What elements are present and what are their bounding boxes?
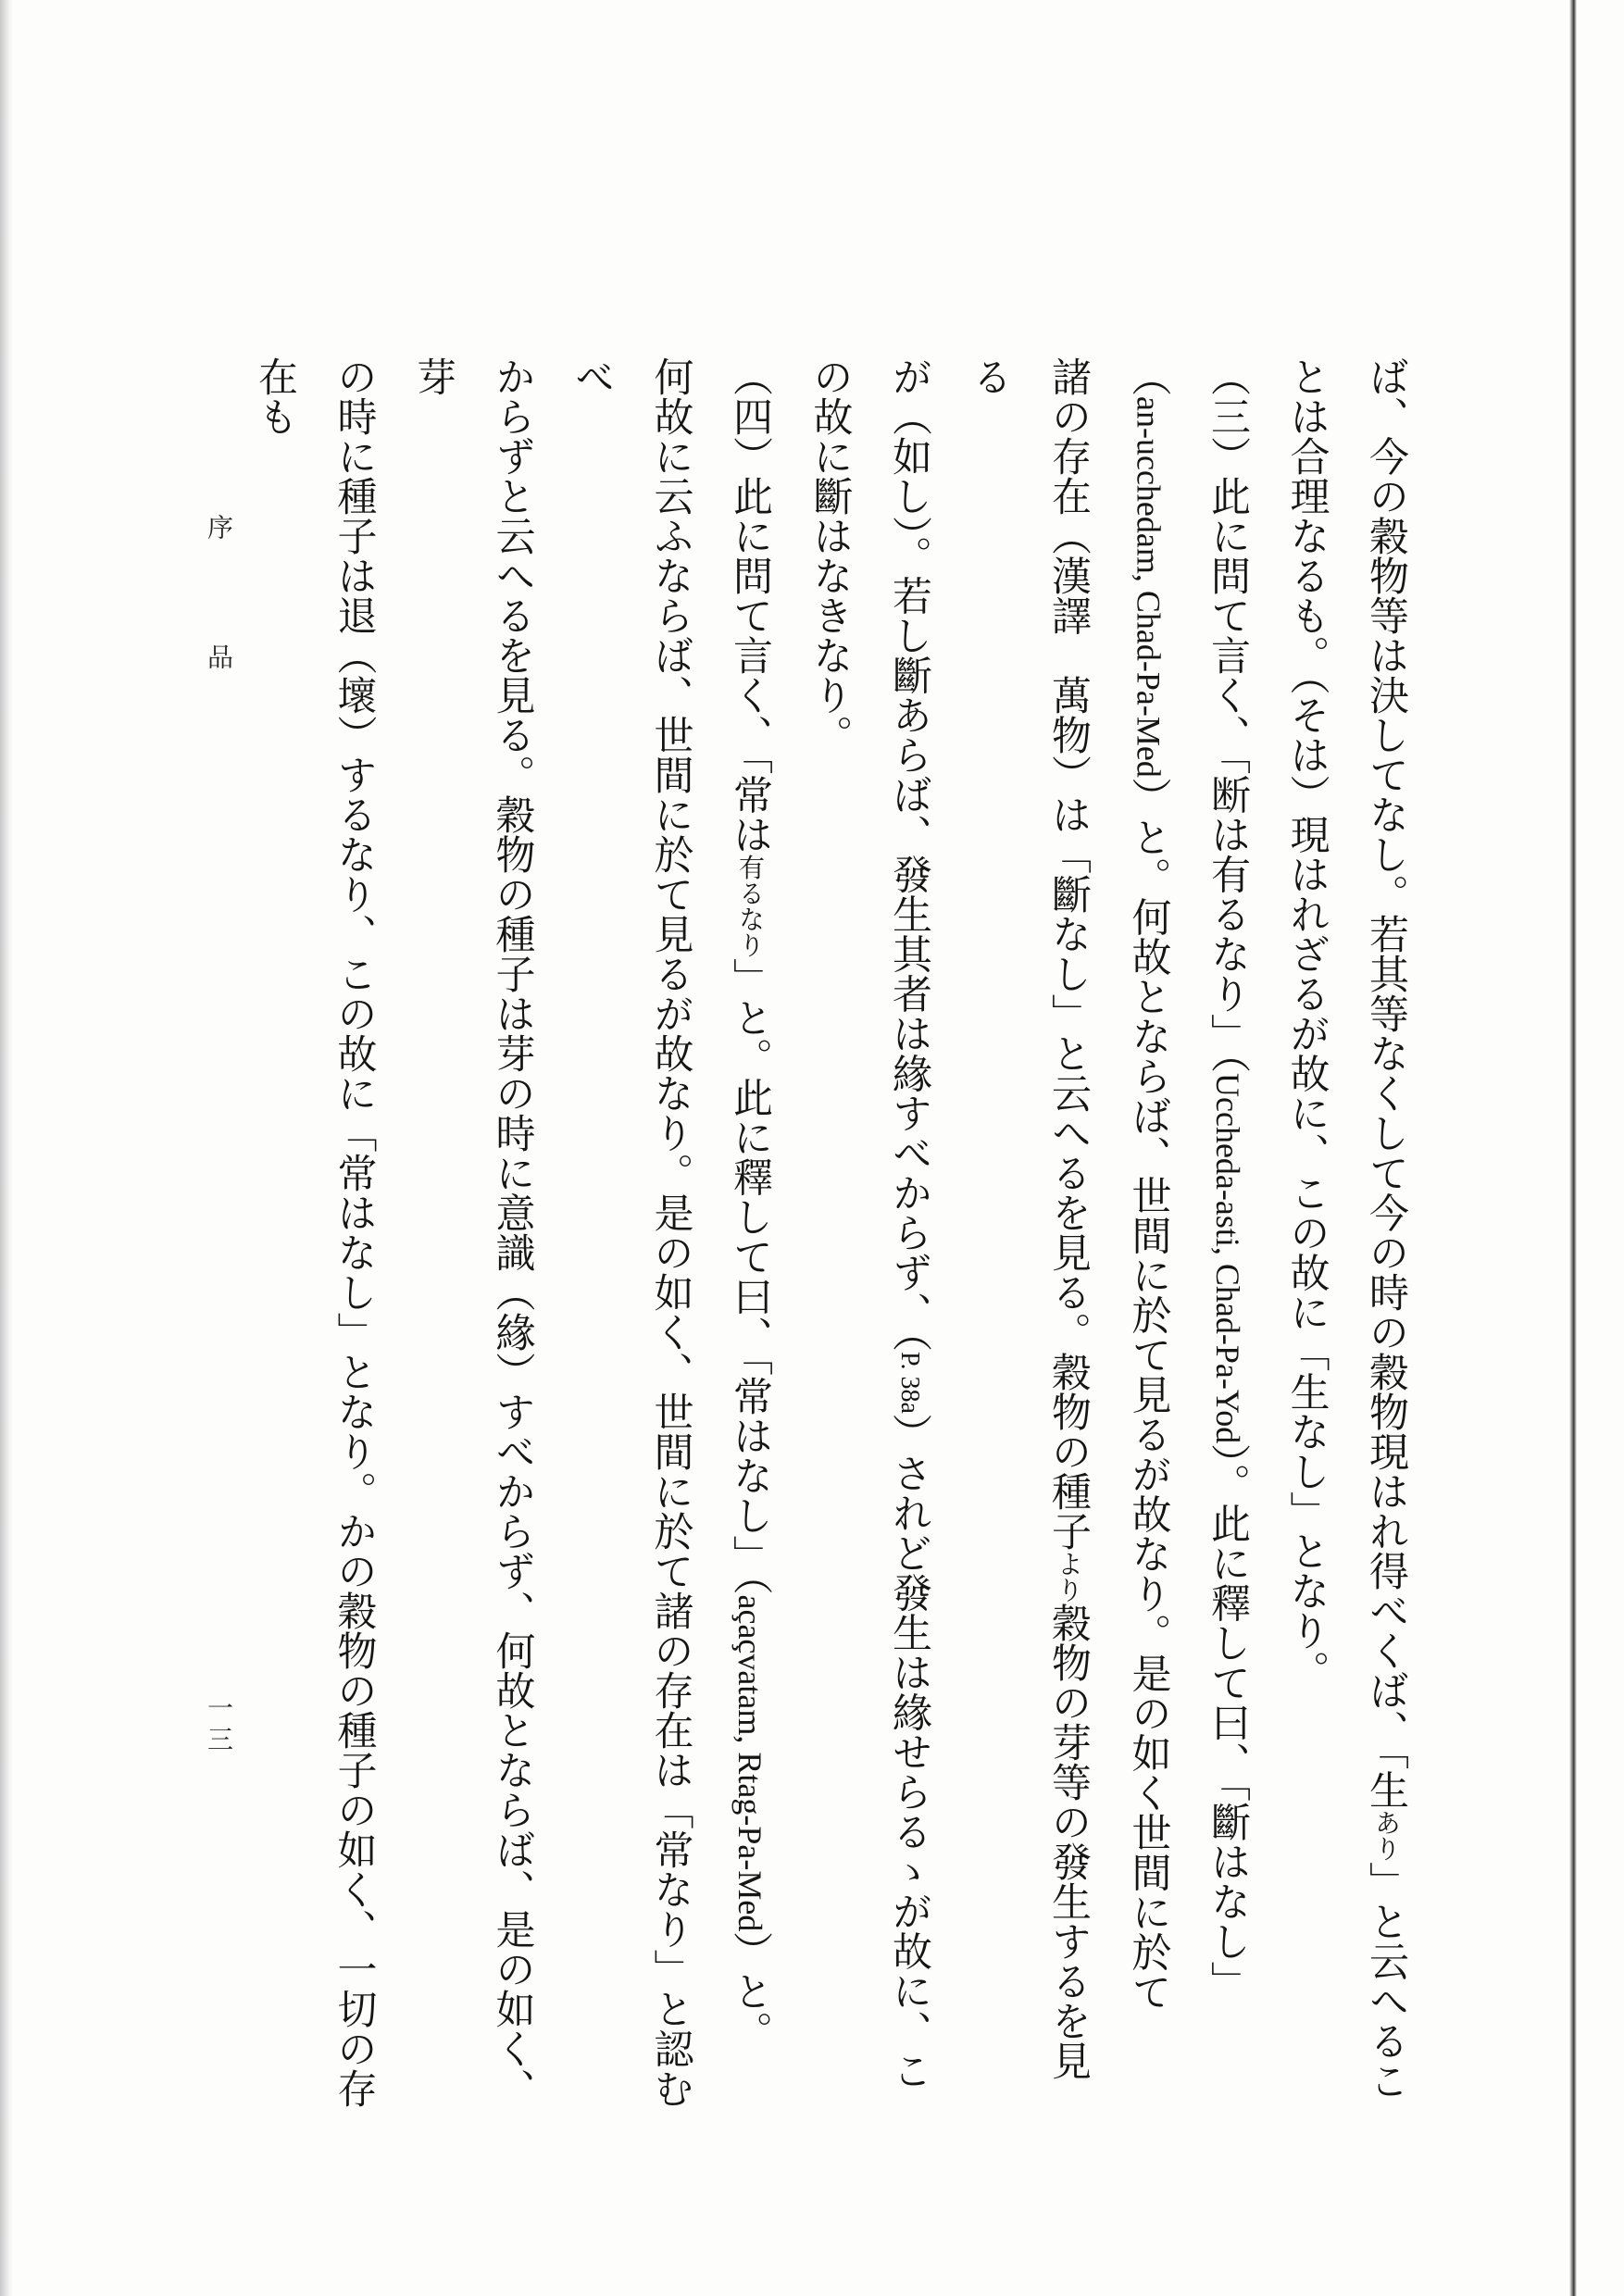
- text-line: [1267, 356, 1346, 2115]
- text-line: [552, 356, 710, 2115]
- text-run: ば、今の穀物等は決してなし。若其等なくして今の時の穀物現はれ得べくば、「生: [1363, 356, 1409, 1810]
- text-run: 何故に云ふならば、世間に於て見るが故なり。是の如く、世間に於て諸の存在は「常なり」と認むべ: [568, 356, 694, 2108]
- text-line: [949, 356, 1108, 2115]
- text-run: からずと云へるを見る。穀物の種子は芽の時に意識（緣）すべからず、何故とならば、是の如く、芽: [410, 356, 536, 2108]
- text-line: [790, 356, 869, 2115]
- small-kana: あり: [1371, 1809, 1402, 1862]
- text-run: とは合理なるも。（そは）現はれざるが故に、この故に「生なし」となり。: [1283, 356, 1330, 1691]
- romanized-term: Uccheda-asti, Chad-Pa-Yod: [1209, 1073, 1246, 1444]
- text-run: （三）此に問て言く、「断は有るなり」（: [1205, 356, 1251, 1073]
- text-run: （: [1125, 356, 1172, 396]
- text-line: [250, 356, 394, 2115]
- page-number: 一三: [204, 1694, 234, 1757]
- text-run: 穀物の芽等の發生するを見る: [966, 356, 1092, 2080]
- small-kana: より: [1054, 1551, 1084, 1603]
- text-run: 諸の存在（漢譯 萬物）は「斷なし」と云へるを見る。穀物の種子: [1045, 356, 1092, 1551]
- text-run: ）されど發生は緣せらるゝが故に、こ: [886, 1413, 932, 2090]
- text-line: [869, 356, 950, 2115]
- small-kana: 有るなり: [735, 854, 766, 958]
- romanized-term: açaçvatam, Rtag-Pa-Med: [731, 1594, 768, 1932]
- scan-left-edge: [0, 0, 13, 2296]
- text-run: が（如し）。若し斷あらば、發生其者は緣すべからず、（: [886, 356, 932, 1352]
- text-run: （四）此に問て言く、「常は: [727, 356, 773, 855]
- text-run: ）と。何故とならば、世間に於て見るが故なり。是の如く世間に於て: [1125, 777, 1172, 2012]
- text-run: 」と云へるこ: [1363, 1861, 1409, 2101]
- text-run: の故に斷はなきなり。: [806, 356, 854, 755]
- text-run: ）。此に釋して曰、「斷はなし」: [1205, 1443, 1251, 2002]
- text-line: [1346, 356, 1427, 2115]
- text-run: 」と。此に釋して曰、「常はなし」（: [727, 957, 773, 1595]
- text-line: [1108, 356, 1188, 2115]
- scan-right-edge: [1569, 0, 1577, 2296]
- running-head: 序品: [204, 514, 234, 773]
- romanized-term: an-ucchedam, Chad-Pa-Med: [1130, 396, 1168, 778]
- body-text: [250, 356, 1426, 2115]
- text-run: ）と。: [727, 1931, 773, 2052]
- page-reference: P. 38a: [895, 1352, 924, 1414]
- text-run: の時に種子は退（壞）するなり、この故に「常はなし」となり。かの穀物の種子の如く、一切の存在も: [252, 356, 378, 2108]
- text-line: [710, 356, 791, 2115]
- text-line: [1188, 356, 1268, 2115]
- text-line: [394, 356, 552, 2115]
